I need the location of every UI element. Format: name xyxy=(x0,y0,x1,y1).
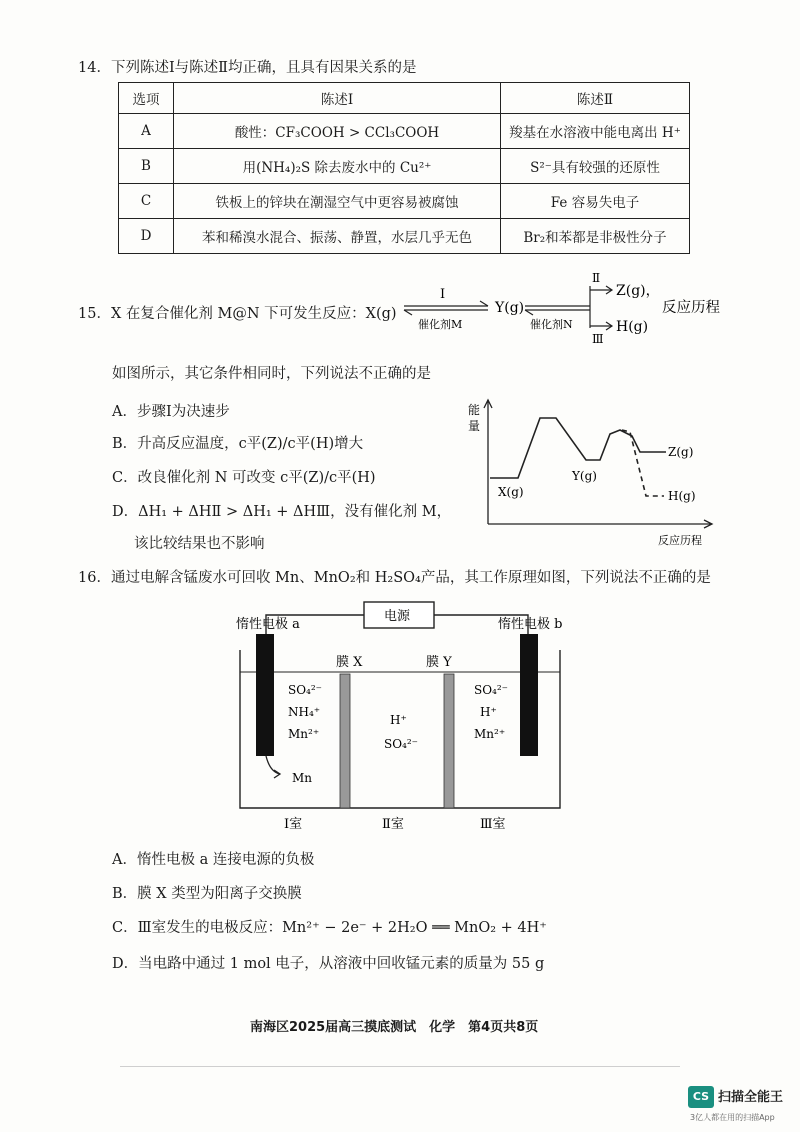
q16-option-d: D．当电路中通过 1 mol 电子，从溶液中回收锰元素的质量为 55 g xyxy=(112,956,545,972)
step-2-label: Ⅱ xyxy=(592,272,601,285)
table-row xyxy=(119,114,690,149)
table-row xyxy=(119,184,690,219)
electrode-a xyxy=(256,634,274,756)
q14-row-s2: S²⁻具有较强的还原性 xyxy=(501,149,690,184)
room3-label: Ⅲ室 xyxy=(480,817,506,832)
deposition-arrow xyxy=(266,756,280,774)
scanner-brand: 扫描全能王 xyxy=(718,1090,784,1105)
room3-ion-sulfate: SO₄²⁻ xyxy=(474,683,509,697)
room2-ion-sulfate: SO₄²⁻ xyxy=(384,737,419,751)
q14-row-s2: Fe 容易失电子 xyxy=(501,184,690,219)
q14-row-option: D xyxy=(119,219,174,254)
q15-option-c: C．改良催化剂 N 可改变 c平(Z)/c平(H) xyxy=(112,470,376,486)
membrane-y xyxy=(444,674,454,808)
q16-stem: 16．通过电解含锰废水可回收 Mn、MnO₂和 H₂SO₄产品，其工作原理如图，下列说法不正确的是 xyxy=(78,570,711,586)
q14-table xyxy=(118,82,690,254)
y-axis-label-2: 量 xyxy=(468,419,481,433)
graph-label-x: X(g) xyxy=(498,485,524,499)
graph-label-z: Z(g) xyxy=(668,445,694,459)
q15-option-d: D．ΔH₁ + ΔHⅡ > ΔH₁ + ΔHⅢ，没有催化剂 M， xyxy=(112,504,452,520)
q14-header-s2: 陈述Ⅱ xyxy=(501,83,690,114)
q15-option-d-cont: 该比较结果也不影响 xyxy=(134,536,265,552)
species-y: Y(g) xyxy=(495,300,525,316)
q14-header-s1: 陈述Ⅰ xyxy=(174,83,501,114)
q14-row-s2: 羧基在水溶液中能电离出 H⁺ xyxy=(501,114,690,149)
q14-header-option: 选项 xyxy=(119,83,174,114)
catalyst-m-label: 催化剂M xyxy=(418,318,463,331)
table-row xyxy=(119,219,690,254)
q15-option-a: A．步骤Ⅰ为决速步 xyxy=(112,404,230,420)
q15-stem-cont: 如图所示，其它条件相同时，下列说法不正确的是 xyxy=(112,366,431,382)
y-axis-label-1: 能 xyxy=(468,403,481,417)
q15-stem: 15．X 在复合催化剂 M@N 下可发生反应：X(g) xyxy=(78,306,397,322)
room2-label: Ⅱ室 xyxy=(382,817,404,832)
x-axis-label: 反应历程 xyxy=(658,534,702,547)
species-z: Z(g)， xyxy=(616,283,660,299)
q15-stem-tail: 反应历程 xyxy=(662,300,720,316)
divider xyxy=(120,1066,680,1067)
room1-label: Ⅰ室 xyxy=(284,817,303,832)
room1-ion-ammonium: NH₄⁺ xyxy=(288,705,321,719)
species-h: H(g) xyxy=(616,319,649,335)
step-1-label: Ⅰ xyxy=(440,287,446,302)
room3-ion-manganese: Mn²⁺ xyxy=(474,727,506,741)
q15-reaction-scheme xyxy=(390,272,800,344)
q14-header-row xyxy=(119,83,690,114)
step-3-label: Ⅲ xyxy=(592,332,604,344)
page-footer: 南海区2025届高三摸底测试 化学 第4页共8页 xyxy=(250,1020,539,1035)
q16-option-a: A．惰性电极 a 连接电源的负极 xyxy=(112,852,315,868)
electrode-a-label: 惰性电极 a xyxy=(236,617,300,632)
q14-row-s1: 铁板上的锌块在潮湿空气中更容易被腐蚀 xyxy=(174,184,501,219)
room1-ion-sulfate: SO₄²⁻ xyxy=(288,683,323,697)
scanner-tagline: 3亿人都在用的扫描App xyxy=(690,1113,775,1122)
arrow-head xyxy=(480,301,488,306)
q14-row-option: A xyxy=(119,114,174,149)
membrane-y-label: 膜 Y xyxy=(426,655,452,670)
q14-row-s2: Br₂和苯都是非极性分子 xyxy=(501,219,690,254)
room1-ion-manganese: Mn²⁺ xyxy=(288,727,320,741)
q14-row-s1: 苯和稀溴水混合、振荡、静置，水层几乎无色 xyxy=(174,219,501,254)
electrode-b-label: 惰性电极 b xyxy=(498,617,563,632)
table-row xyxy=(119,149,690,184)
q14-row-s1: 酸性：CF₃COOH > CCl₃COOH xyxy=(174,114,501,149)
q14-stem: 14．下列陈述Ⅰ与陈述Ⅱ均正确，且具有因果关系的是 xyxy=(78,60,417,76)
q14-row-s1: 用(NH₄)₂S 除去废水中的 Cu²⁺ xyxy=(174,149,501,184)
catalyst-n-label: 催化剂N xyxy=(530,318,573,331)
room2-ion-hydrogen: H⁺ xyxy=(390,713,407,727)
q14-row-option: B xyxy=(119,149,174,184)
energy-curve-path-h xyxy=(622,430,664,496)
q14-row-option: C xyxy=(119,184,174,219)
graph-label-y: Y(g) xyxy=(572,469,597,483)
power-supply-label: 电源 xyxy=(384,609,411,624)
room1-product: Mn xyxy=(292,771,313,785)
arrow-head xyxy=(404,310,412,315)
graph-label-h: H(g) xyxy=(668,489,696,503)
arrow-head xyxy=(274,770,280,778)
q16-option-c: C．Ⅲ室发生的电极反应：Mn²⁺ − 2e⁻ + 2H₂O ══ MnO₂ + 4H⁺ xyxy=(112,920,547,936)
electrode-b xyxy=(520,634,538,756)
q16-option-b: B．膜 X 类型为阳离子交换膜 xyxy=(112,886,302,902)
energy-profile-graph xyxy=(462,396,732,556)
q15-option-b: B．升高反应温度，c平(Z)/c平(H)增大 xyxy=(112,436,364,452)
membrane-x xyxy=(340,674,350,808)
scanner-logo-icon: CS xyxy=(688,1086,714,1108)
electrolysis-cell-diagram xyxy=(226,596,576,836)
membrane-x-label: 膜 X xyxy=(336,655,363,670)
arrow-head xyxy=(525,310,533,315)
room3-ion-hydrogen: H⁺ xyxy=(480,705,497,719)
